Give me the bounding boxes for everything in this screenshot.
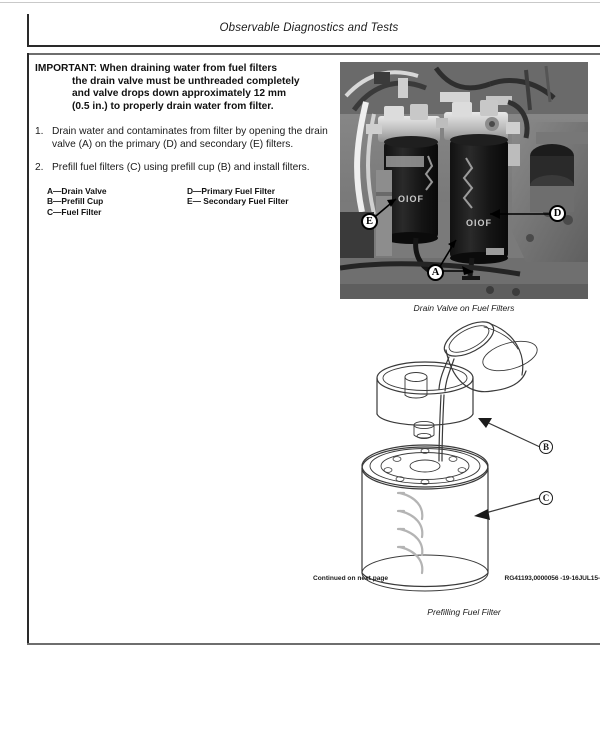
- photo-callout-a: A: [427, 264, 444, 281]
- important-line-2: the drain valve must be unthreaded completely: [72, 75, 300, 87]
- svg-text:OIOF: OIOF: [398, 194, 424, 204]
- legend-item-a: A—Drain Valve: [47, 185, 107, 196]
- header-rule: [27, 45, 600, 47]
- important-line-1: IMPORTANT: When draining water from fuel filters: [35, 63, 278, 74]
- text-column: [35, 63, 335, 217]
- legend-item-b: B—Prefill Cup: [47, 196, 104, 207]
- content-box: [27, 53, 600, 645]
- step-item: [35, 126, 335, 151]
- figure-caption-prefilling: Prefilling Fuel Filter: [427, 607, 501, 617]
- engine-photo: [340, 62, 588, 299]
- prefill-drawing-graphic: [340, 315, 588, 603]
- step-text: Drain water and contaminates from filter by opening the drain valve (A) on the primary (D) and secondary (E) filters.: [52, 126, 328, 150]
- photo-callout-e: E: [361, 213, 378, 230]
- page-header-title: Observable Diagnostics and Tests: [219, 22, 399, 34]
- figure-caption-drain-valve: Drain Valve on Fuel Filters: [413, 303, 515, 313]
- drawing-callout-c: C: [539, 491, 553, 505]
- step-number: 2.: [35, 162, 44, 174]
- important-notice: [35, 63, 335, 113]
- important-line-4: (0.5 in.) to properly drain water from filter.: [72, 100, 274, 112]
- svg-text:OIOF: OIOF: [466, 218, 492, 228]
- legend-item-c: C—Fuel Filter: [47, 206, 102, 217]
- photo-callout-d: D: [549, 205, 566, 222]
- prefill-drawing: [340, 315, 588, 603]
- step-item: [35, 162, 335, 174]
- content-box-top-border: [27, 53, 600, 55]
- figure-prefilling: [340, 315, 588, 617]
- important-line-3: and valve drops down approximately 12 mm: [72, 88, 287, 100]
- content-box-bottom-border: [27, 643, 600, 645]
- page-footer: [313, 575, 600, 582]
- content-box-left-border: [27, 53, 29, 645]
- legend-column-right: [187, 186, 327, 218]
- page-top-rule: [0, 2, 600, 3]
- engine-photo-graphic: [340, 62, 588, 299]
- document-id: RG41193,0000056 -19-16JUL15-: [504, 575, 600, 582]
- step-number: 1.: [35, 126, 44, 138]
- callout-legend: [35, 186, 335, 218]
- legend-item-d: D—Primary Fuel Filter: [187, 185, 275, 196]
- continued-notice: Continued on next page: [313, 575, 389, 582]
- step-text: Prefill fuel filters (C) using prefill cup (B) and install filters.: [52, 162, 310, 174]
- legend-column-left: [47, 186, 187, 218]
- drawing-callout-b: B: [539, 440, 553, 454]
- page-header: [29, 18, 589, 36]
- legend-item-e: E— Secondary Fuel Filter: [187, 196, 289, 207]
- figure-drain-valve: [340, 62, 588, 313]
